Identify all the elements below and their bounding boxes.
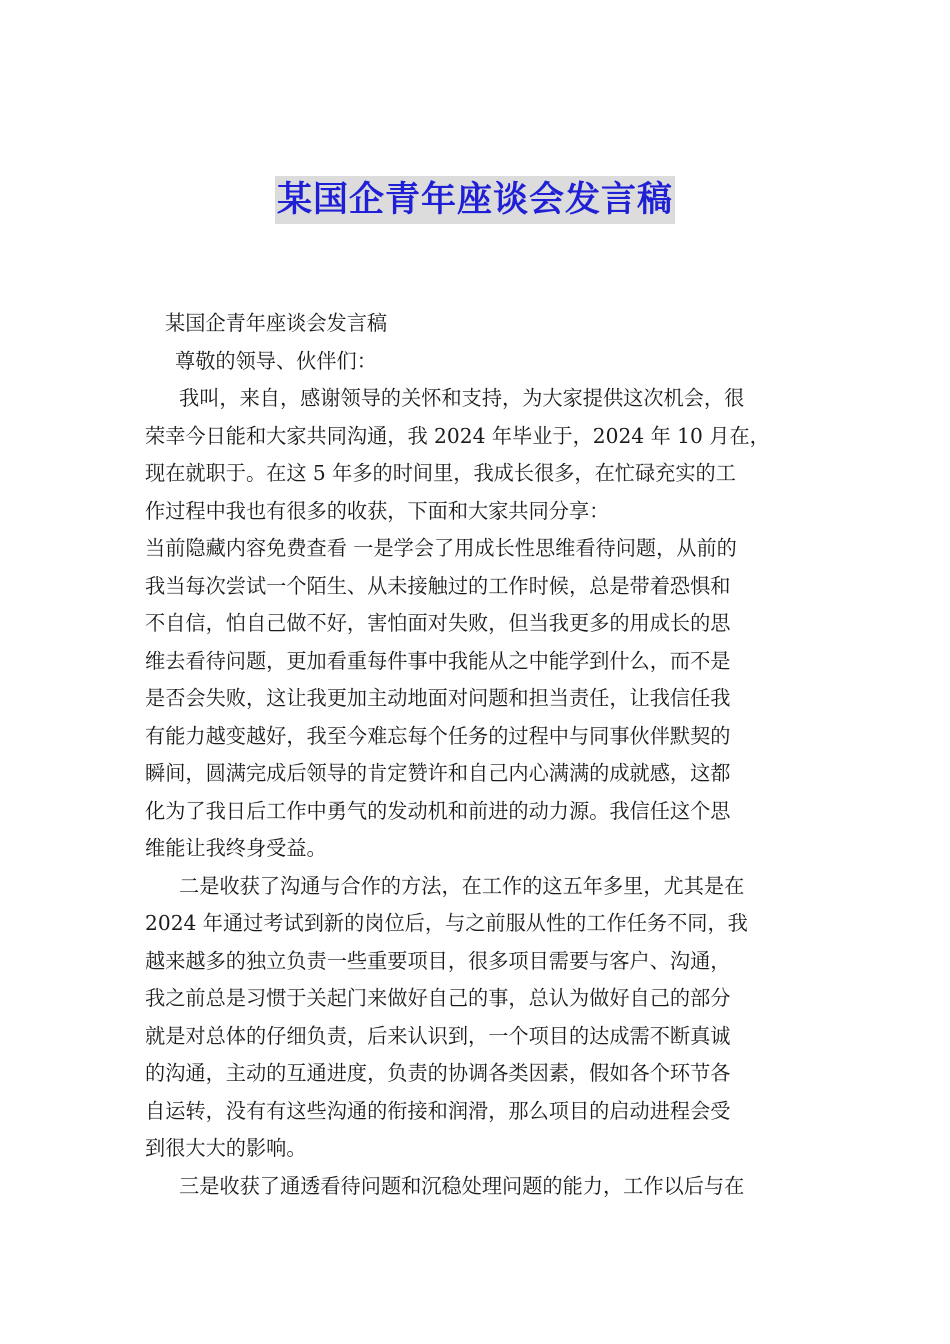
- text-line: 就是对总体的仔细负责，后来认识到，一个项目的达成需不断真诚: [145, 1023, 731, 1048]
- text-line: 维去看待问题，更加看重每件事中我能从之中能学到什么，而不是: [145, 648, 731, 673]
- text-line: 现在就职于。在这 5 年多的时间里，我成长很多，在忙碌充实的工: [145, 461, 736, 485]
- text-line: 作过程中我也有很多的收获，下面和大家共同分享：: [145, 498, 610, 523]
- text-line: 当前隐藏内容免费查看 一是学会了用成长性思维看待问题，从前的: [145, 536, 737, 560]
- text-line: 二是收获了沟通与合作的方法，在工作的这五年多里，尤其是在: [179, 873, 745, 898]
- text-line: 到很大大的影响。: [145, 1136, 307, 1160]
- text-line: 是否会失败，这让我更加主动地面对问题和担当责任，让我信任我: [145, 686, 731, 710]
- document-body: [145, 305, 807, 1205]
- text-line: 三是收获了通透看待问题和沉稳处理问题的能力，工作以后与在: [179, 1173, 745, 1198]
- text-line: 瞬间，圆满完成后领导的肯定赞许和自己内心满满的成就感，这都: [145, 761, 731, 785]
- text-line: 自运转，没有有这些沟通的衔接和润滑，那么项目的启动进程会受: [145, 1098, 731, 1123]
- text-line: 尊敬的领导、伙伴们：: [175, 348, 377, 373]
- title-container: [0, 176, 950, 224]
- text-line: 维能让我终身受益。: [145, 836, 327, 860]
- text-line: 有能力越变越好，我至今难忘每个任务的过程中与同事伙伴默契的: [145, 723, 731, 748]
- text-line: 我之前总是习惯于关起门来做好自己的事，总认为做好自己的部分: [145, 986, 731, 1010]
- text-line: 我叫，来自，感谢领导的关怀和支持，为大家提供这次机会，很: [179, 386, 745, 410]
- text-line: 不自信，怕自己做不好，害怕面对失败，但当我更多的用成长的思: [145, 611, 731, 635]
- text-line: 我当每次尝试一个陌生、从未接触过的工作时候，总是带着恐惧和: [145, 573, 731, 598]
- text-line: 荣幸今日能和大家共同沟通，我 2024 年毕业于，2024 年 10 月在，: [145, 423, 770, 448]
- text-line: 化为了我日后工作中勇气的发动机和前进的动力源。我信任这个思: [145, 798, 731, 823]
- text-line: 越来越多的独立负责一些重要项目，很多项目需要与客户、沟通，: [145, 948, 731, 973]
- text-line: 2024 年通过考试到新的岗位后，与之前服从性的工作任务不同，我: [145, 911, 748, 935]
- text-line: 某国企青年座谈会发言稿: [165, 311, 388, 335]
- text-line: 的沟通，主动的互通进度，负责的协调各类因素，假如各个环节各: [145, 1061, 731, 1085]
- document-title: 某国企青年座谈会发言稿: [275, 176, 675, 224]
